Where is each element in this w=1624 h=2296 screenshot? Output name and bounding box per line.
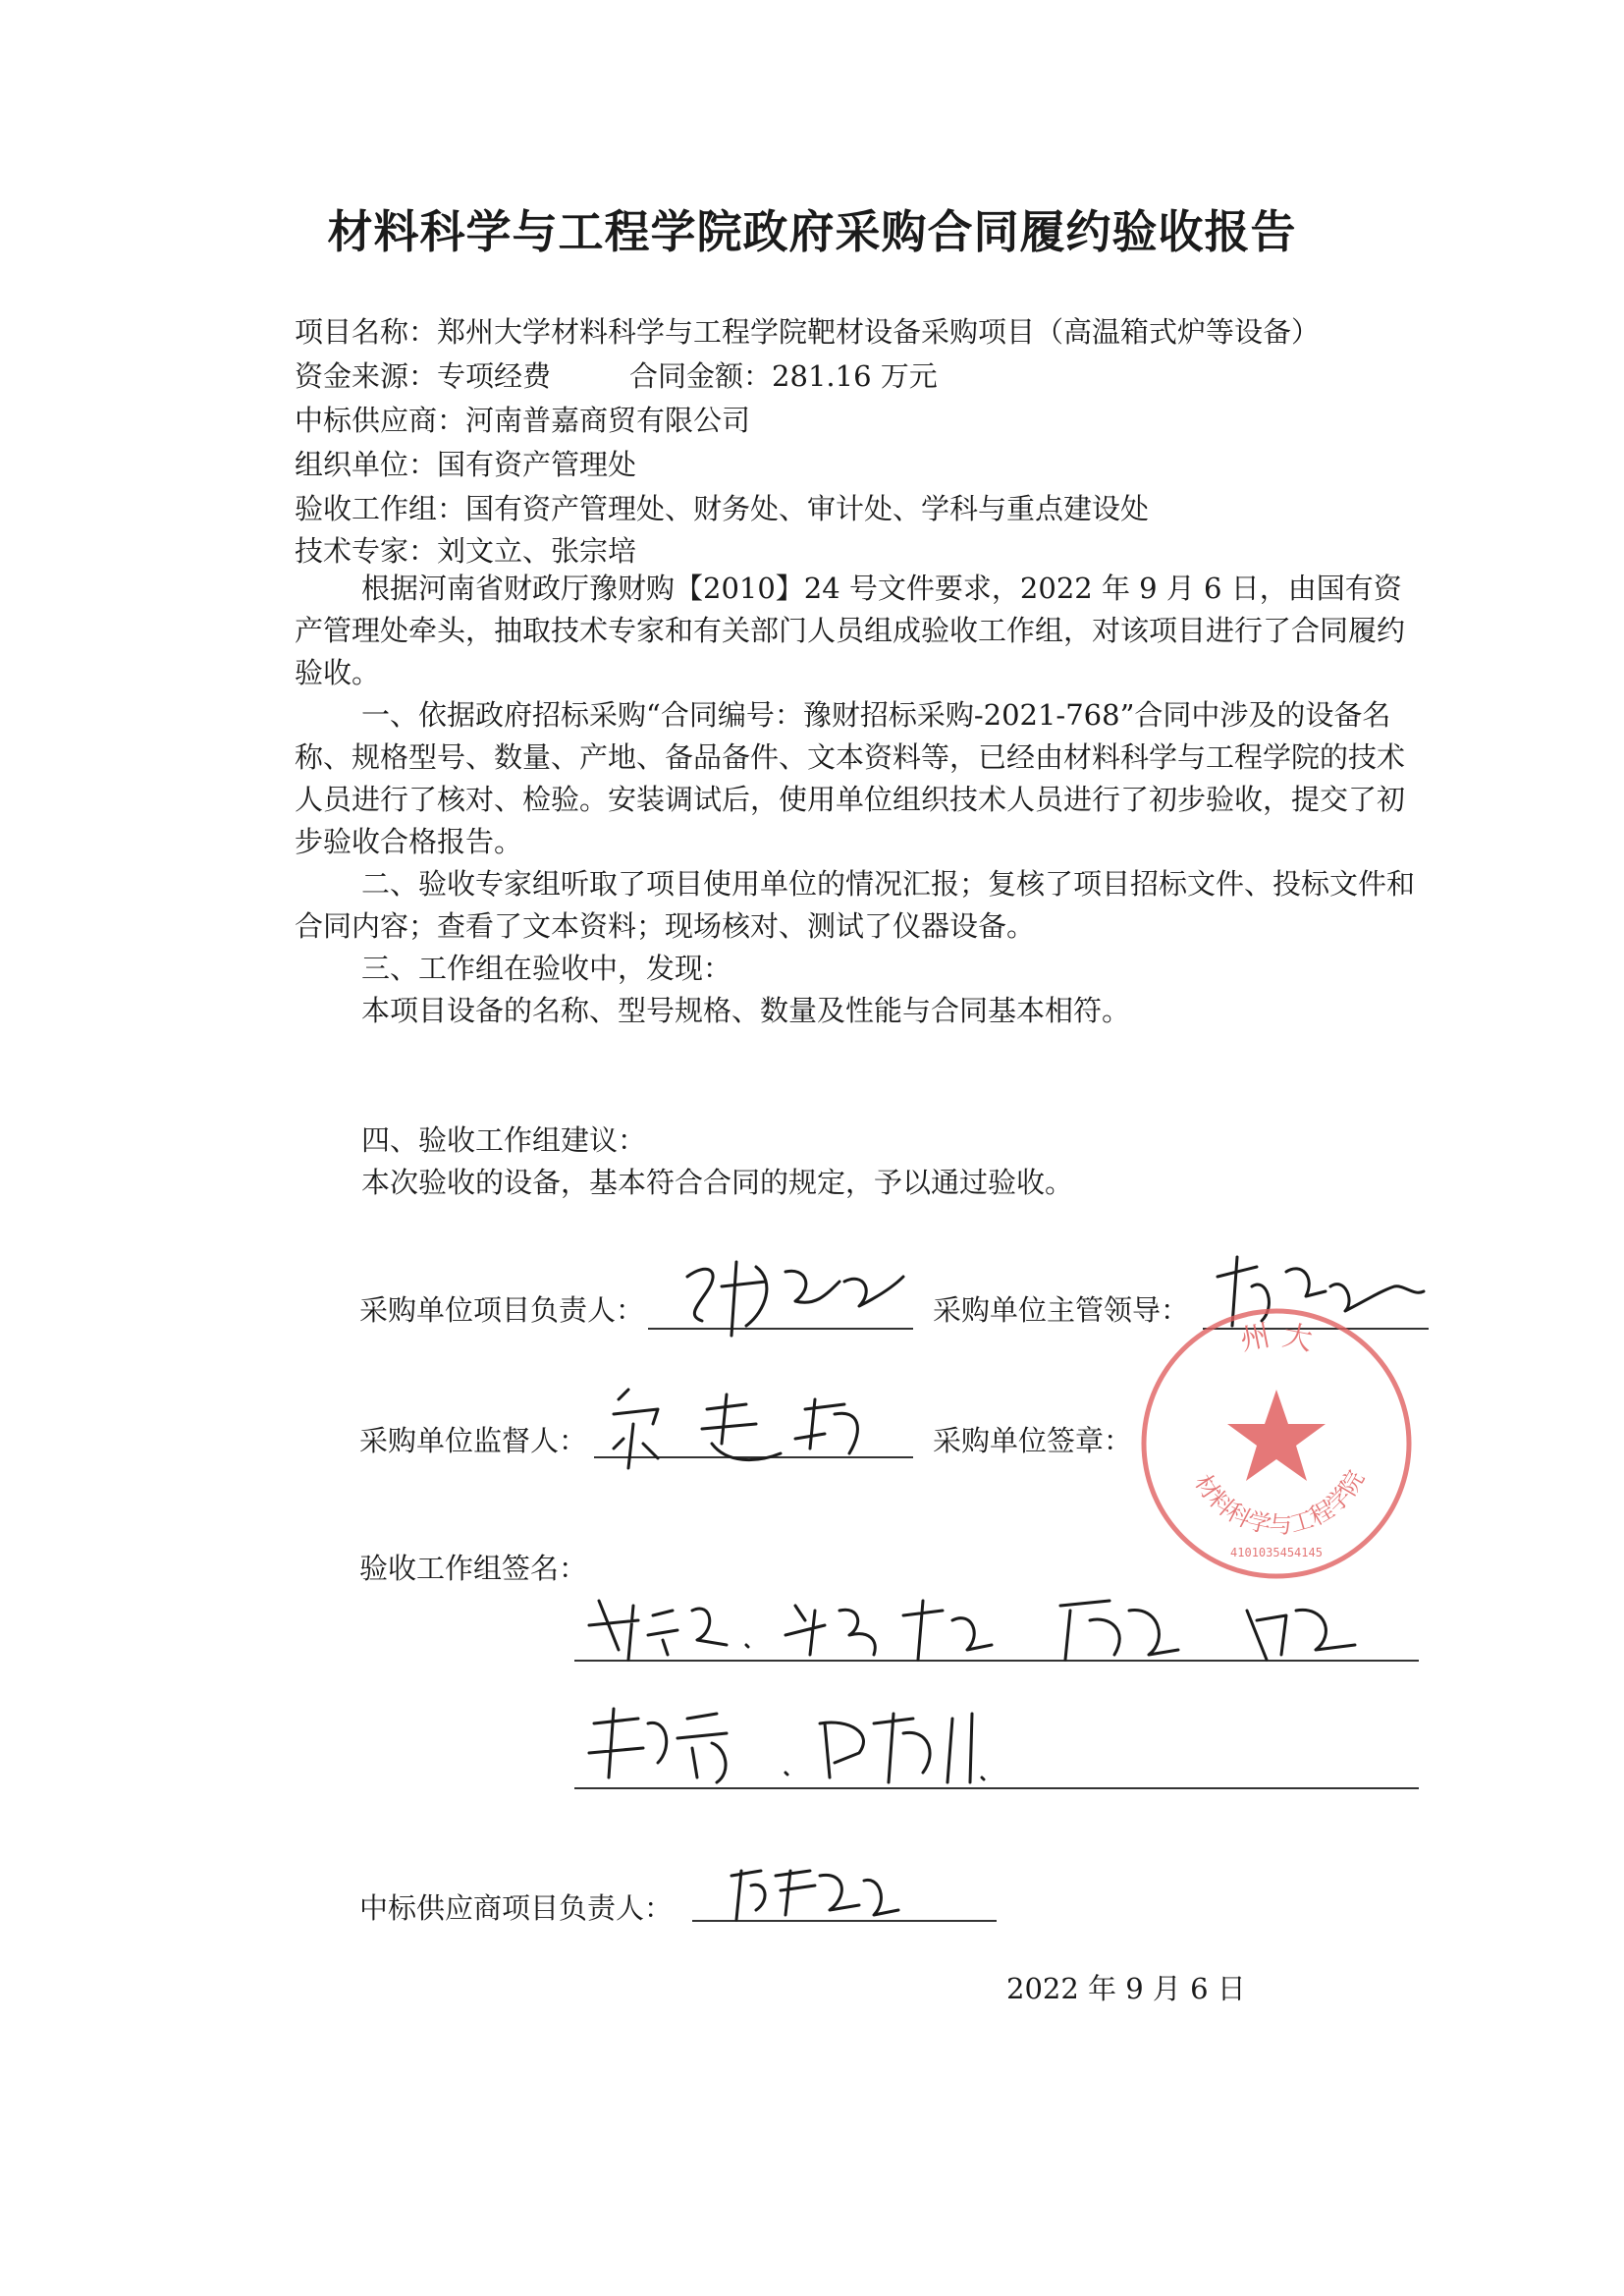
recommendation <box>295 1120 1424 1204</box>
svg-text:州 大 <box>1237 1319 1315 1358</box>
project-leader-signature <box>668 1242 923 1350</box>
amount-value: 281.16 万元 <box>772 359 938 393</box>
project-name-line <box>295 312 1320 352</box>
paragraph-basis: 根据河南省财政厅豫财购【2010】24 号文件要求，2022 年 9 月 6 日，由国有资产管理处牵头，抽取技术专家和有关部门人员组成验收工作组，对该项目进行了合同履约验收。 <box>295 572 1406 689</box>
group-signatures-row-2 <box>579 1694 1070 1792</box>
group-sign-label: 验收工作组签名： <box>359 1552 588 1585</box>
stamp-label: 采购单位签章： <box>933 1424 1133 1457</box>
paragraph-recommendation: 本次验收的设备，基本符合合同的规定，予以通过验收。 <box>361 1166 1074 1199</box>
amount-label: 合同金额： <box>629 359 773 393</box>
group-signatures-row-1 <box>579 1581 1424 1669</box>
fund-line <box>295 356 938 396</box>
vendor-leader-signature <box>722 1856 918 1935</box>
organizer-label: 组织单位： <box>295 448 438 481</box>
vendor-leader-label: 中标供应商项目负责人： <box>359 1891 674 1925</box>
fund-value: 专项经费 <box>437 359 552 393</box>
project-name-value: 郑州大学材料科学与工程学院靶材设备采购项目（高温箱式炉等设备） <box>437 315 1321 349</box>
report-body <box>295 568 1424 1032</box>
paragraph-item-3: 三、工作组在验收中，发现： <box>361 952 732 985</box>
report-date: 2022 年 9 月 6 日 <box>1006 1972 1246 2005</box>
work-group-value: 国有资产管理处、财务处、审计处、学科与重点建设处 <box>465 492 1150 525</box>
experts-label: 技术专家： <box>295 534 438 568</box>
page-title: 材料科学与工程学院政府采购合同履约验收报告 <box>327 205 1297 258</box>
paragraph-item-1: 一、依据政府招标采购“合同编号：豫财招标采购-2021-768”合同中涉及的设备名称、规格型号、数量、产地、备品备件、文本资料等，已经由材料科学与工程学院的技术人员进行了核对、检验。安装调试后，使用单位组织技术人员进行了初步验收，提交了初步验收合格报告。 <box>295 698 1406 858</box>
organizer-value: 国有资产管理处 <box>437 448 637 481</box>
supplier-line <box>295 401 750 440</box>
supplier-label: 中标供应商： <box>295 404 466 437</box>
paragraph-item-4: 四、验收工作组建议： <box>361 1123 647 1157</box>
supplier-value: 河南普嘉商贸有限公司 <box>465 404 751 437</box>
institution-seal <box>1129 1296 1424 1591</box>
svg-text:材料科学与工程学院 <box>1189 1466 1370 1540</box>
supervisor-leader-label: 采购单位主管领导： <box>933 1293 1190 1327</box>
project-name-label: 项目名称： <box>295 315 438 349</box>
paragraph-item-2: 二、验收专家组听取了项目使用单位的情况汇报；复核了项目招标文件、投标文件和合同内容；查看了文本资料；现场核对、测试了仪器设备。 <box>295 867 1416 943</box>
project-leader-label: 采购单位项目负责人： <box>359 1293 645 1327</box>
monitor-signature <box>599 1370 913 1478</box>
monitor-label: 采购单位监督人： <box>359 1424 588 1457</box>
experts-line <box>295 531 636 571</box>
seal-number: 4101035454145 <box>1230 1546 1323 1559</box>
work-group-label: 验收工作组： <box>295 492 466 525</box>
paragraph-finding: 本项目设备的名称、型号规格、数量及性能与合同基本相符。 <box>361 994 1131 1027</box>
organizer-line <box>295 445 636 484</box>
experts-value: 刘文立、张宗培 <box>437 534 637 568</box>
fund-label: 资金来源： <box>295 359 438 393</box>
seal-text-bottom: 材料科学与工程学院 <box>1189 1465 1371 1540</box>
work-group-line <box>295 489 1149 528</box>
seal-text-top: 州 大 <box>1237 1318 1316 1358</box>
